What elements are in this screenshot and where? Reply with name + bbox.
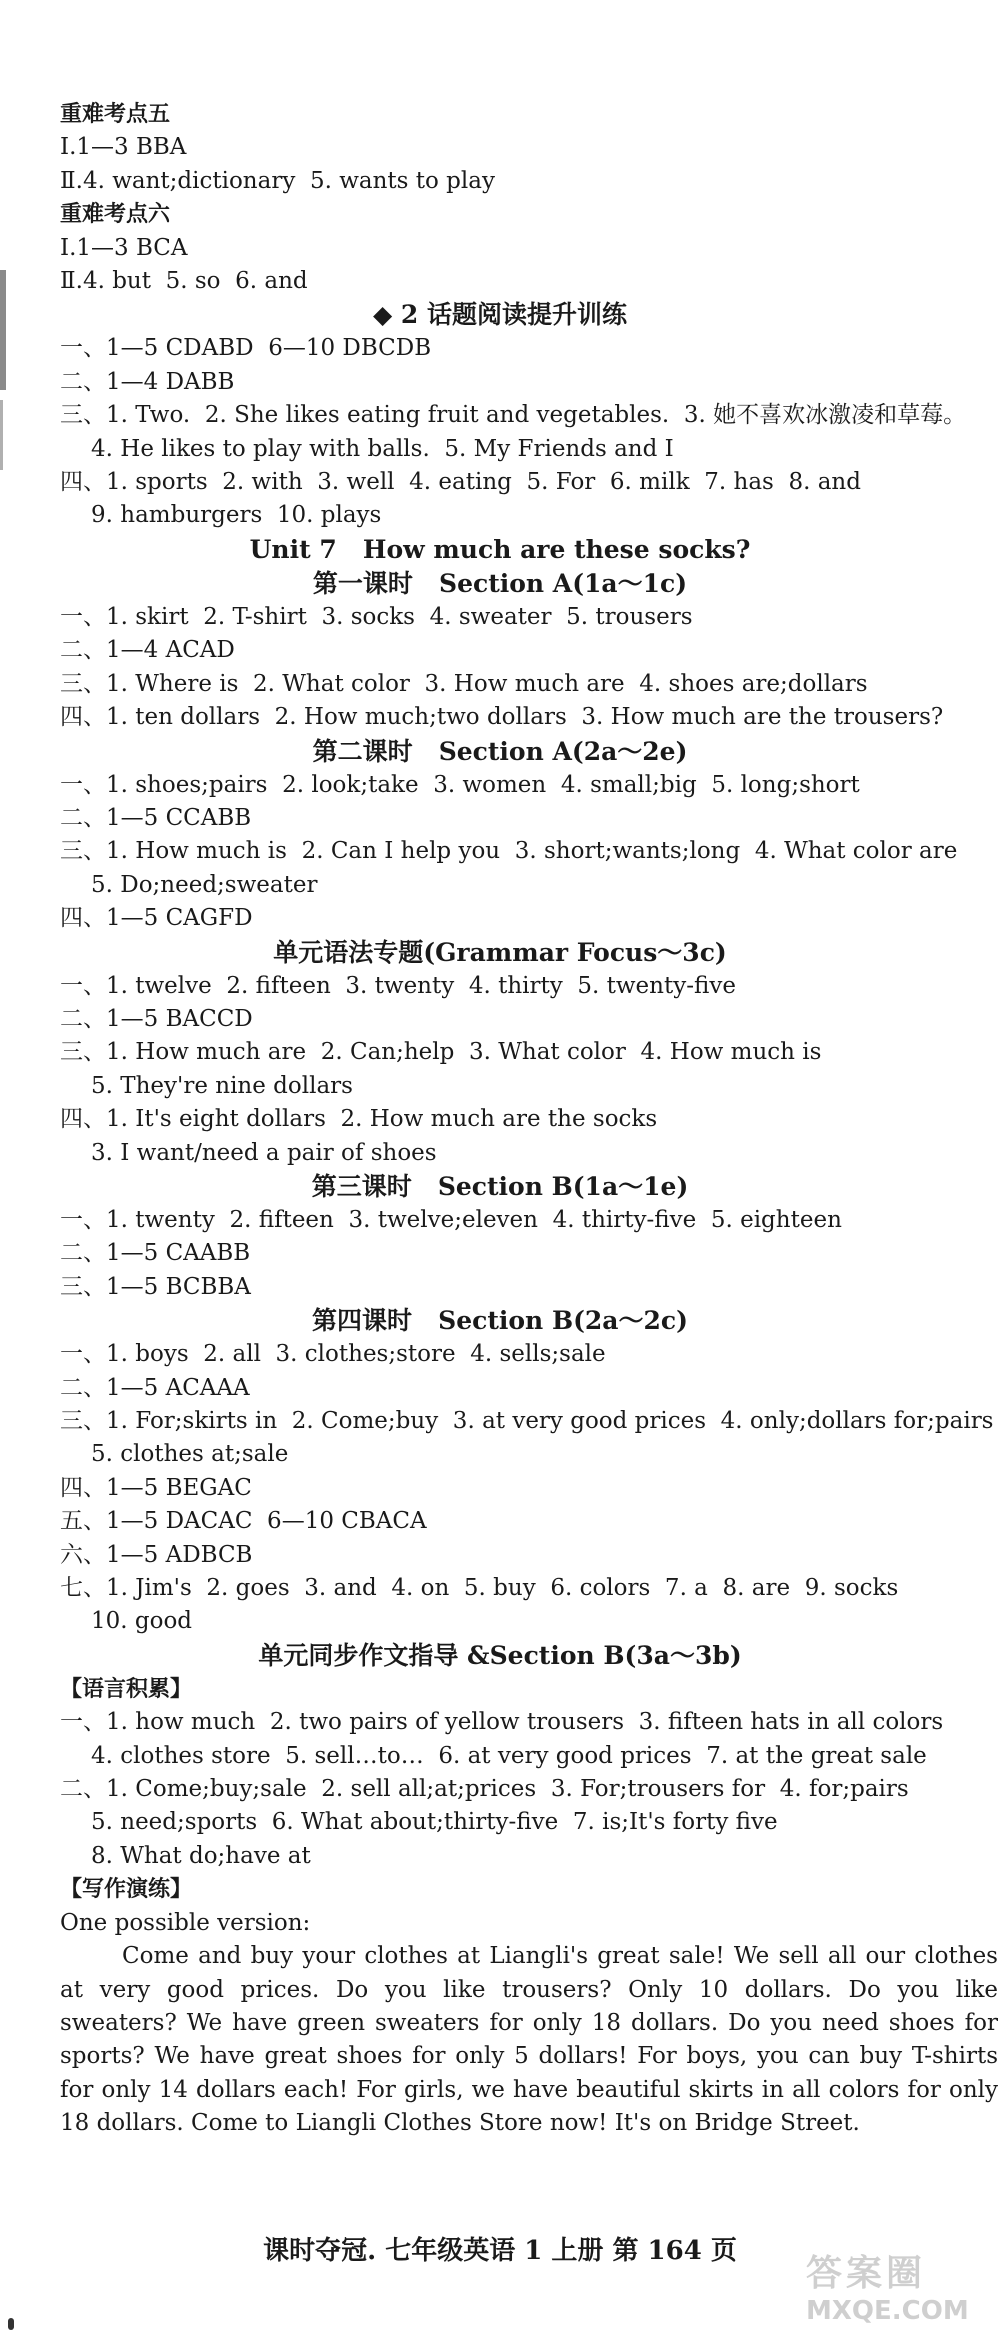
watermark-url: MXQE.COM bbox=[806, 2296, 969, 2326]
lesson-title: 单元同步作文指导 &Section B(3a～3b) bbox=[258, 1640, 742, 1670]
answer-line: 三、1—5 BCBBA bbox=[60, 1273, 251, 1300]
answer-line: 一、1. boys 2. all 3. clothes;store 4. sells;sale bbox=[60, 1341, 606, 1368]
watermark-text: 答案圈 bbox=[806, 2253, 927, 2294]
answer-line: Ⅰ.1—3 BBA bbox=[60, 134, 187, 161]
answer-line: Ⅰ.1—3 BCA bbox=[60, 234, 188, 261]
answer-line: 二、1—5 ACAAA bbox=[60, 1374, 250, 1401]
answer-line: 四、1—5 CAGFD bbox=[60, 905, 253, 932]
answer-line: 五、1—5 DACAC 6—10 CBACA bbox=[60, 1508, 427, 1535]
answer-line: 四、1. ten dollars 2. How much;two dollars 3. How much are the trousers? bbox=[60, 704, 944, 731]
answer-line: 四、1. It's eight dollars 2. How much are the socks bbox=[60, 1106, 658, 1133]
answer-line: 四、1—5 BEGAC bbox=[60, 1474, 252, 1501]
answer-line-continued: 5. clothes at;sale bbox=[91, 1441, 289, 1468]
binding-edge bbox=[0, 270, 6, 390]
lesson-title: 第三课时 Section B(1a～1e) bbox=[311, 1171, 689, 1201]
watermark-logo bbox=[806, 2245, 986, 2326]
answer-line: 一、1. how much 2. two pairs of yellow trousers 3. fifteen hats in all colors bbox=[60, 1709, 944, 1736]
answer-line: 六、1—5 ADBCB bbox=[60, 1541, 253, 1568]
binding-edge-lower bbox=[0, 400, 3, 470]
answer-line-continued: 5. need;sports 6. What about;thirty-five 7. is;It's forty five bbox=[91, 1809, 778, 1836]
answer-line: 二、1—5 BACCD bbox=[60, 1005, 253, 1032]
lesson-title: 第四课时 Section B(2a～2c) bbox=[312, 1306, 688, 1336]
answer-line-continued: 10. good bbox=[91, 1608, 193, 1635]
answer-line: 二、1—4 ACAD bbox=[60, 637, 235, 664]
answer-line: Ⅱ.4. want;dictionary 5. wants to play bbox=[60, 167, 495, 194]
answer-line: 四、1. sports 2. with 3. well 4. eating 5. For 6. milk 7. has 8. and bbox=[60, 469, 861, 496]
subsection-label: 【写作演练】 bbox=[60, 1877, 193, 1903]
answer-line: 二、1—5 CAABB bbox=[60, 1240, 251, 1267]
answer-column bbox=[60, 98, 1000, 2141]
answer-line: One possible version: bbox=[60, 1909, 311, 1936]
section-heading: 重难考点六 bbox=[60, 202, 171, 228]
answer-line: 三、1. Two. 2. She likes eating fruit and vegetables. 3. 她不喜欢冰激凌和草莓。 bbox=[60, 402, 967, 429]
answer-line: 二、1. Come;buy;sale 2. sell all;at;prices 3. For;trousers for 4. for;pairs bbox=[60, 1776, 909, 1803]
answer-line: 二、1—4 DABB bbox=[60, 368, 235, 395]
lesson-title: ◆ 2 话题阅读提升训练 bbox=[372, 300, 628, 330]
answer-line: 一、1—5 CDABD 6—10 DBCDB bbox=[60, 335, 432, 362]
answer-line: 一、1. twenty 2. fifteen 3. twelve;eleven 4. thirty-five 5. eighteen bbox=[60, 1206, 842, 1233]
section-heading: 重难考点五 bbox=[60, 102, 171, 127]
answer-line: Ⅱ.4. but 5. so 6. and bbox=[60, 268, 308, 295]
answer-line: 二、1—5 CCABB bbox=[60, 804, 252, 831]
answer-line: 三、1. For;skirts in 2. Come;buy 3. at very good prices 4. only;dollars for;pairs bbox=[60, 1408, 994, 1434]
scan-mark bbox=[8, 2318, 14, 2330]
answer-line-continued: 3. I want/need a pair of shoes bbox=[91, 1139, 437, 1166]
answer-line: 一、1. skirt 2. T-shirt 3. socks 4. sweater 5. trousers bbox=[60, 603, 693, 630]
answer-line: 一、1. shoes;pairs 2. look;take 3. women 4. small;big 5. long;short bbox=[60, 771, 860, 798]
answer-line-continued: 8. What do;have at bbox=[91, 1842, 311, 1869]
answer-line: 三、1. How much is 2. Can I help you 3. short;wants;long 4. What color are bbox=[60, 838, 958, 865]
lesson-title: 单元语法专题(Grammar Focus～3c) bbox=[273, 937, 727, 967]
answer-line-continued: 4. He likes to play with balls. 5. My Friends and I bbox=[91, 435, 674, 462]
sample-essay bbox=[60, 1940, 998, 2140]
answer-line-continued: 5. Do;need;sweater bbox=[91, 871, 318, 898]
answer-line: 七、1. Jim's 2. goes 3. and 4. on 5. buy 6. colors 7. a 8. are 9. socks bbox=[60, 1575, 899, 1602]
lesson-title: 第二课时 Section A(2a～2e) bbox=[312, 736, 688, 766]
essay-text: Come and buy your clothes at Liangli's great sale! We sell all our clothes at very good prices. Do you like trousers? Only 10 dollars. Do you like sweaters? We have green sweaters for only 18 dollars. Do you need shoes for sports? We have great shoes for only 5 dollars! For boys, you can buy T-shirts for only 14 dollars each! For girls, we have beautiful skirts in all colors for only 18 dollars. Come to Liangli Clothes Store now! It's on Bridge Street. bbox=[60, 1943, 998, 2137]
answer-line-continued: 9. hamburgers 10. plays bbox=[91, 502, 382, 529]
subsection-label: 【语言积累】 bbox=[60, 1676, 193, 1702]
lesson-title: 第一课时 Section A(1a～1c) bbox=[312, 568, 688, 598]
answer-line-continued: 5. They're nine dollars bbox=[91, 1072, 353, 1099]
page-footer: 课时夺冠. 七年级英语 1 上册 第 164 页 bbox=[263, 2236, 737, 2266]
answer-line: 三、1. Where is 2. What color 3. How much are 4. shoes are;dollars bbox=[60, 670, 868, 697]
answer-line: 三、1. How much are 2. Can;help 3. What color 4. How much is bbox=[60, 1039, 822, 1066]
lesson-title: Unit 7 How much are these socks? bbox=[249, 534, 751, 564]
answer-line-continued: 4. clothes store 5. sell…to… 6. at very good prices 7. at the great sale bbox=[91, 1742, 927, 1769]
answer-line: 一、1. twelve 2. fifteen 3. twenty 4. thirty 5. twenty-five bbox=[60, 972, 736, 999]
